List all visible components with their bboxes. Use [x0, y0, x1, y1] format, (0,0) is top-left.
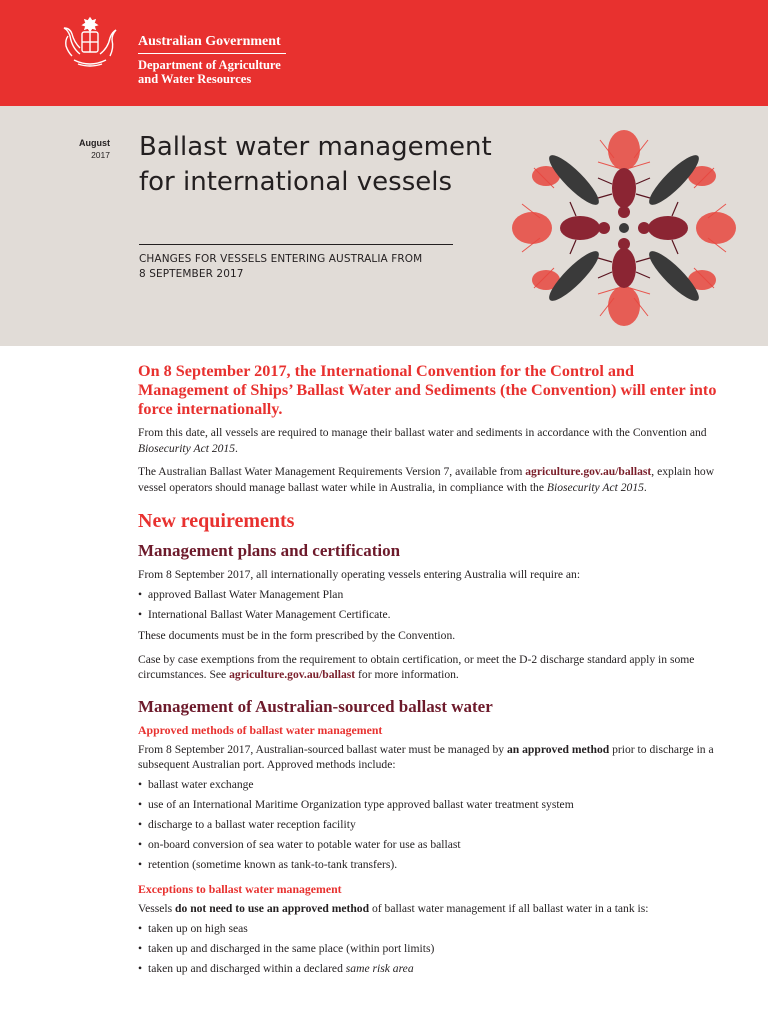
publication-month: August: [79, 138, 110, 148]
act-name: Biosecurity Act 2015: [546, 480, 644, 494]
exceptions-list: [138, 921, 718, 977]
government-divider: [138, 53, 286, 54]
list-item: • taken up on high seas: [138, 921, 718, 937]
title-divider: [139, 244, 453, 245]
document-title-line1: Ballast water management: [139, 132, 492, 162]
ballast-link[interactable]: agriculture.gov.au/ballast: [229, 668, 356, 681]
plans-form-paragraph: These documents must be in the form prescribed by the Convention.: [138, 629, 456, 642]
document-title-line2: for international vessels: [139, 167, 453, 197]
ballast-link[interactable]: agriculture.gov.au/ballast: [525, 465, 652, 478]
list-item: • use of an International Maritime Organization type approved ballast water treatment system: [138, 797, 718, 813]
subtitle-line1: CHANGES FOR VESSELS ENTERING AUSTRALIA FROM: [139, 253, 423, 265]
publication-year: 2017: [91, 150, 110, 160]
methods-intro: From 8 September 2017, Australian-sourced ballast water must be managed by an approved method prior to discharge in a subsequent Australian port. Approved methods include:: [138, 742, 714, 771]
list-item: • on-board conversion of sea water to potable water for use as ballast: [138, 837, 718, 853]
list-item: • ballast water exchange: [138, 777, 718, 793]
list-item: • International Ballast Water Management Certificate.: [138, 607, 718, 623]
methods-list: [138, 777, 718, 873]
main-content: [138, 362, 718, 982]
act-name: Biosecurity Act 2015: [138, 441, 236, 455]
coat-of-arms-icon: [60, 14, 120, 70]
exceptions-intro: Vessels do not need to use an approved method of ballast water management if all ballast water in a tank is:: [138, 902, 649, 915]
list-item: • retention (sometime known as tank-to-tank transfers).: [138, 857, 718, 873]
plans-intro: From 8 September 2017, all internationally operating vessels entering Australia will require an:: [138, 568, 581, 581]
government-title-block: [138, 34, 286, 86]
lead-statement: On 8 September 2017, the International Convention for the Control and Management of Ships’ Ballast Water and Sediments (the Convention) will enter into force internationally.: [138, 362, 717, 418]
intro-paragraph-2: The Australian Ballast Water Management Requirements Version 7, available from agriculture.gov.au/ballast, explain how vessel operators should manage ballast water while in Australia, in compliance with the Biosecurity Act 2015.: [138, 465, 715, 494]
document-subtitle: [139, 252, 459, 282]
department-name-line2: and Water Resources: [138, 72, 252, 86]
list-item: • taken up and discharged within a declared same risk area: [138, 961, 718, 977]
methods-heading: Approved methods of ballast water management: [138, 722, 383, 737]
subtitle-line2: 8 SEPTEMBER 2017: [139, 268, 244, 280]
government-header: [0, 0, 768, 106]
new-requirements-heading: New requirements: [138, 510, 295, 532]
list-item: • taken up and discharged in the same place (within port limits): [138, 941, 718, 957]
biosecurity-motif-illustration: [504, 128, 744, 328]
list-item: • approved Ballast Water Management Plan: [138, 587, 718, 603]
exemptions-paragraph: Case by case exemptions from the requirement to obtain certification, or meet the D-2 discharge standard apply in some circumstances. See agriculture.gov.au/ballast for more information.: [138, 652, 695, 681]
government-name: Australian Government: [138, 34, 281, 49]
sourced-heading: Management of Australian-sourced ballast water: [138, 696, 493, 716]
exceptions-heading: Exceptions to ballast water management: [138, 882, 342, 896]
document-title: [139, 130, 519, 200]
intro-paragraph-1: From this date, all vessels are required to manage their ballast water and sediments in accordance with the Convention and Biosecurity Act 2015.: [138, 426, 707, 455]
plans-heading: Management plans and certification: [138, 541, 401, 560]
plans-list: [138, 587, 718, 623]
department-name-line1: Department of Agriculture: [138, 58, 281, 72]
list-item: • discharge to a ballast water reception facility: [138, 817, 718, 833]
